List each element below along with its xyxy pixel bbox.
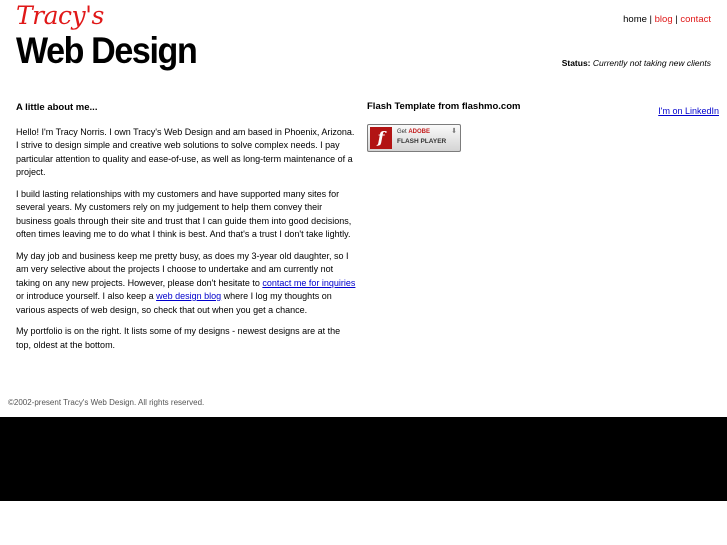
nav-contact-link[interactable]: contact <box>680 14 711 25</box>
nav-blog-link[interactable]: blog <box>654 14 673 25</box>
linkedin-link[interactable]: I'm on LinkedIn <box>658 106 719 116</box>
about-paragraph-3 <box>16 250 356 318</box>
flash-adobe-text: ADOBE <box>408 129 431 135</box>
flash-get-text: Get <box>397 129 409 135</box>
logo-script-text: Tracy's <box>16 1 104 30</box>
top-navigation <box>623 14 711 25</box>
contact-inquiries-link[interactable]: contact me for inquiries <box>262 277 356 288</box>
nav-separator: | <box>646 14 655 25</box>
flash-badge-top-text <box>397 129 430 136</box>
get-flash-player-button[interactable] <box>367 124 461 152</box>
flash-section <box>367 101 627 147</box>
nav-separator: | <box>672 14 681 25</box>
about-p3-text-a: My day job and business keep me pretty busy, as does my 3-year old daughter, so I am very selective about the projects I choose to undertake and am currently not taking on any new projects. However, please don't hesitate to <box>16 250 349 288</box>
about-p3-text-c: where I log my thoughts on various aspects of web design, so check that out when you get a chance. <box>16 291 332 315</box>
black-footer-bar <box>0 417 727 501</box>
flash-logo-icon: f <box>370 127 392 149</box>
availability-status <box>562 58 711 68</box>
about-section <box>16 101 356 360</box>
about-paragraph-2: I build lasting relationships with my customers and have supported many sites for several years. My customers rely on my judgement to help them convey their business goals through their site and trust that I can guide them into good decisions, often times leaving me to do what I think is best. And that's a trust I don't take lightly. <box>16 188 352 239</box>
flash-player-text: FLASH PLAYER <box>397 138 447 145</box>
site-logo[interactable] <box>16 2 216 72</box>
about-heading: A little about me... <box>16 102 98 113</box>
about-paragraph-4: My portfolio is on the right. It lists some of my designs - newest designs are at the top, oldest at the bottom. <box>16 326 341 350</box>
web-design-blog-link[interactable]: web design blog <box>156 291 222 301</box>
nav-home-link[interactable]: home <box>623 14 647 25</box>
download-arrow-icon: ⬇ <box>451 128 457 135</box>
about-p3-text-b: or introduce yourself. I also keep a <box>16 291 157 301</box>
footer-copyright: ©2002-present Tracy's Web Design. All rights reserved. <box>8 398 205 407</box>
logo-main-text: Web Design <box>16 30 197 71</box>
status-label: Status: <box>561 58 591 68</box>
status-value: Currently not taking new clients <box>592 58 711 68</box>
flash-heading: Flash Template from flashmo.com <box>367 101 521 112</box>
about-paragraph-1: Hello! I'm Tracy Norris. I own Tracy's Web Design and am based in Phoenix, Arizona. I strive to design simple and creative web solutions to solve complex needs. I pay particular attention to quality and ease-of-use, as well as long-term maintenance of a project. <box>16 126 355 177</box>
